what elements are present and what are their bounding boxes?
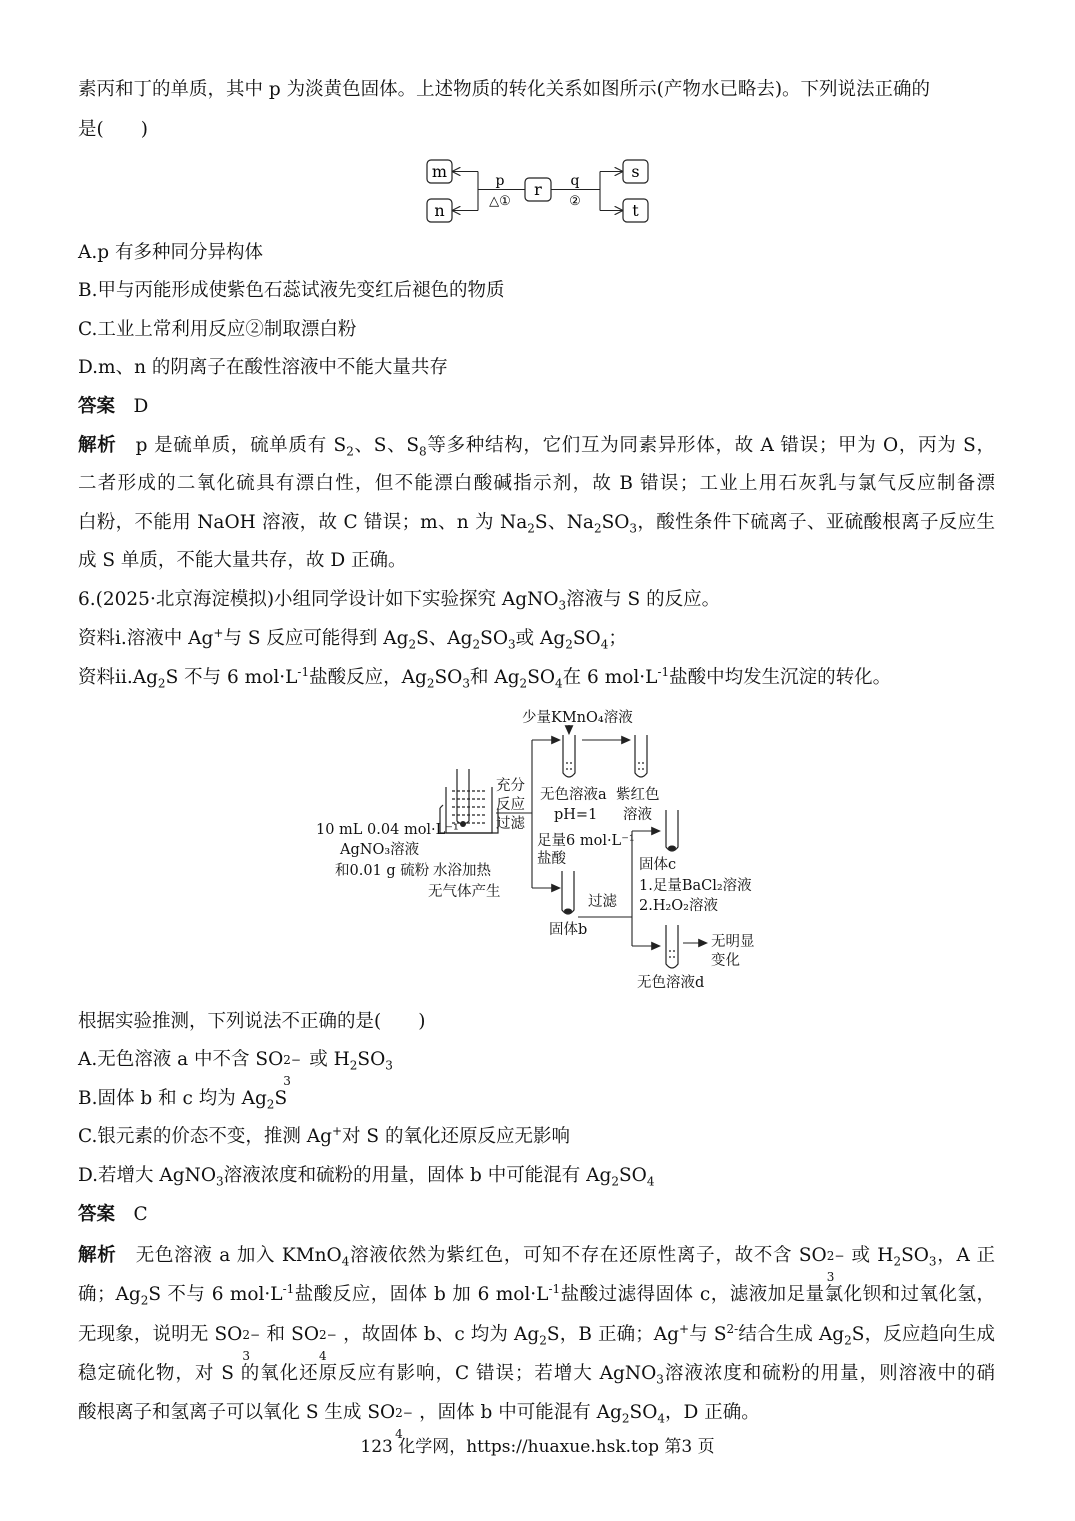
solid-c-label: 固体c — [639, 857, 677, 873]
q5-option-c: C.工业上常利用反应②制取漂白粉 — [78, 319, 357, 340]
label-s: s — [631, 162, 640, 181]
q5-option-d: D.m、n 的阴离子在酸性溶液中不能大量共存 — [78, 357, 448, 378]
ph-label: pH=1 — [554, 807, 598, 823]
label-m: m — [431, 162, 448, 181]
q5-intro-line1: 素丙和丁的单质，其中 p 为淡黄色固体。上述物质的转化关系如图所示(产物水已略去)。下列说法正确的 — [78, 79, 931, 100]
react-label2: 反应 — [496, 797, 525, 813]
analysis-label: 解析 — [78, 1245, 117, 1266]
no-change-label1: 无明显 — [711, 934, 755, 950]
tube-c — [666, 810, 678, 851]
q5-analysis-line3: 白粉，不能用 NaOH 溶液，故 C 错误；m、n 为 $Na_2S$、$Na_2SO_3$，酸性条件下硫离子、亚硫酸根离子反应生 — [78, 512, 995, 536]
q6-analysis-line2: 确；$Ag_2S$ 不与 6 $mol\cdot L^{-1}$盐酸反应，固体 b 加 6 $mol\cdot L^{-1}$盐酸过滤得固体 c，滤液加足量氯化钡和过氧化氢， — [78, 1281, 995, 1308]
q5-analysis-line1: 解析 p 是硫单质，硫单质有 $S_2$、S、$S_8$等多种结构，它们互为同素异形体，故 A 错误；甲为 O，丙为 S， — [78, 435, 995, 459]
reagent-line2: AgNO₃溶液 — [340, 842, 420, 858]
reagent-line3: 和0.01 g 硫粉 — [335, 863, 430, 879]
q5-analysis-line4: 成 S 单质，不能大量共存，故 D 正确。 — [78, 550, 407, 571]
no-gas-label: 无气体产生 — [428, 884, 501, 900]
q5-option-a: A.p 有多种同分异构体 — [78, 242, 263, 263]
label-r: r — [534, 180, 542, 199]
answer-value: C — [133, 1204, 148, 1225]
q5-analysis-line2: 二者形成的二氧化硫具有漂白性，但不能漂白酸碱指示剂，故 B 错误；工业上用石灰乳与氯气反应制备漂 — [78, 473, 995, 494]
solid-b-label: 固体b — [549, 922, 588, 938]
filter-label: 过滤 — [588, 894, 617, 910]
analysis-label: 解析 — [78, 435, 117, 456]
purple-label1: 紫红色 — [616, 787, 660, 803]
sulfur-dot — [460, 821, 466, 827]
no-change-label2: 变化 — [711, 953, 740, 969]
q6-answer — [78, 1202, 995, 1228]
q5-transformation-diagram — [420, 152, 655, 230]
solution-a-label: 无色溶液a — [540, 787, 607, 803]
answer-value: D — [133, 396, 149, 417]
label-p: p — [495, 173, 505, 189]
q6-info1: 资料ⅰ.溶液中 Ag+与 S 反应可能得到 $Ag_2S$、$Ag_2SO_3$或 $Ag_2SO_4$； — [78, 625, 627, 652]
solid-c-sediment — [668, 846, 676, 851]
q6-option-d: D.若增大 AgNO$_3$溶液浓度和硫粉的用量，固体 b 中可能混有 $Ag_2SO_4$ — [78, 1165, 655, 1189]
tube-purple — [635, 735, 647, 777]
label-cond1: △① — [489, 194, 511, 209]
q6-option-a: A.无色溶液 a 中不含 SO 2− 3 或 $H_2SO_3$ — [78, 1049, 393, 1088]
step1-label: 1.足量BaCl₂溶液 — [639, 878, 752, 894]
react-label3: 过滤 — [496, 816, 525, 832]
reagent-line1: 10 mL 0.04 mol·L⁻¹ — [316, 822, 459, 838]
label-q: q — [570, 173, 580, 189]
tube-b — [562, 871, 574, 914]
kmno4-label: 少量KMnO₄溶液 — [522, 710, 633, 726]
q6-option-c: C.银元素的价态不变，推测 Ag+对 S 的氧化还原反应无影响 — [78, 1123, 570, 1147]
purple-label2: 溶液 — [623, 807, 652, 823]
solution-d-label: 无色溶液d — [637, 975, 705, 991]
q6-question: 根据实验推测，下列说法不正确的是( ) — [78, 1011, 426, 1032]
label-cond2: ② — [569, 194, 581, 209]
q6-experiment-diagram — [300, 703, 780, 995]
tube-d — [666, 925, 678, 968]
heat-label: 水浴加热 — [433, 863, 491, 879]
q6-title: 6.(2025·北京海淀模拟)小组同学设计如下实验探究 AgNO$_3$溶液与 S 的反应。 — [78, 589, 721, 613]
q6-option-b: B.固体 b 和 c 均为 $Ag_2S$ — [78, 1088, 288, 1112]
q6-analysis-line4: 稳定硫化物，对 S 的氧化还原反应有影响，C 错误；若增大 AgNO$_3$溶液浓度和硫粉的用量，则溶液中的硝 — [78, 1363, 995, 1387]
react-label1: 充分 — [496, 778, 525, 794]
page-footer: 123 化学网，https://huaxue.hsk.top 第3 页 — [360, 1437, 715, 1457]
hcl-label2: 盐酸 — [537, 851, 566, 867]
q5-intro-line2: 是( ) — [78, 119, 148, 140]
q6-analysis-line5: 酸根离子和氢离子可以氧化 S 生成 SO 2− 4 ，固体 b 中可能混有 $Ag_2SO_4$，D 正确。 — [78, 1402, 760, 1441]
q6-info2: 资料$ⅱ.Ag_2S$ 不与 6 $mol\cdot L^{-1}$盐酸反应，$Ag_2SO_3$和 $Ag_2SO_4$在 6 $mol\cdot L^{-1}$盐酸中均发生沉淀的转化。 — [78, 664, 892, 691]
q6-analysis-line1: 解析 无色溶液 a 加入 KMnO$_4$溶液依然为紫红色，可知不存在还原性离子，故不含 SO 2− 3 或 $H_2SO_3$，A 正 — [78, 1245, 995, 1284]
solid-b-sediment — [564, 909, 572, 914]
answer-label: 答案 — [78, 396, 116, 417]
answer-label: 答案 — [78, 1204, 116, 1225]
label-n: n — [434, 201, 445, 220]
q6-analysis-line3: 无现象，说明无 SO 2− 3 和 SO 2− 4 ，故固体 b、c 均为 $Ag_2S$，B 正确；Ag+与 $S^{2-}$结合生成 $Ag_2S$，反应趋向生成 — [78, 1321, 995, 1363]
label-t: t — [632, 201, 639, 220]
q5-option-b: B.甲与丙能形成使紫色石蕊试液先变红后褪色的物质 — [78, 280, 505, 301]
hcl-label1: 足量6 mol·L⁻¹ — [537, 833, 635, 849]
step2-label: 2.H₂O₂溶液 — [639, 898, 718, 914]
q5-answer — [78, 394, 995, 420]
tube-a — [563, 735, 575, 777]
